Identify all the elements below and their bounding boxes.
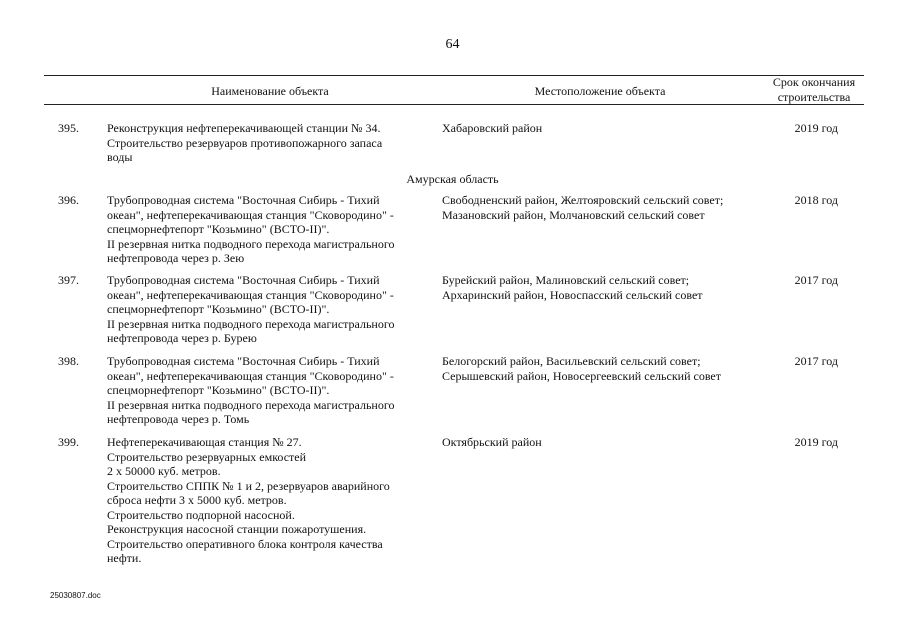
object-name-line: Реконструкция нефтеперекачивающей станции № 34. — [107, 121, 381, 135]
object-name-line: Строительство СППК № 1 и 2, резервуаров аварийного — [107, 478, 390, 493]
row-number: 397. — [58, 273, 79, 287]
object-name-line: нефтепровода через р. Зею — [107, 251, 245, 265]
region-heading: Амурская область — [406, 172, 499, 186]
object-name-line: нефтепровода через р. Бурею — [107, 331, 257, 345]
object-name-line: океан", нефтеперекачивающая станция "Сковородино" - — [107, 368, 394, 383]
row-number: 398. — [58, 354, 79, 368]
object-name-line: Строительство резервуаров противопожарного запаса — [107, 135, 383, 150]
object-name — [107, 193, 432, 266]
object-location-line: Свободненский район, Желтояровский сельский совет; — [442, 193, 724, 207]
object-name-line: спецморнефтепорт "Козьмино" (ВСТО-II)". — [107, 383, 330, 397]
completion-year: 2017 год — [794, 273, 838, 287]
object-location-line: Белогорский район, Васильевский сельский совет; — [442, 354, 701, 368]
object-name-line: океан", нефтеперекачивающая станция "Сковородино" - — [107, 287, 394, 302]
object-name-line: Нефтеперекачивающая станция № 27. — [107, 435, 302, 449]
object-name-line: 2 х 50000 куб. метров. — [107, 464, 221, 478]
object-location-line: Серышевский район, Новосергеевский сельский совет — [442, 368, 721, 383]
object-name-line: нефти. — [107, 551, 142, 565]
object-name — [107, 273, 432, 346]
page-number: 64 — [445, 37, 460, 52]
column-header-location: Местоположение объекта — [534, 84, 666, 98]
object-name-line: Трубопроводная система "Восточная Сибирь - Тихий — [107, 354, 380, 368]
row-number: 396. — [58, 193, 79, 207]
completion-year: 2019 год — [794, 435, 838, 449]
completion-year: 2018 год — [794, 193, 838, 207]
column-header-term-line2: строительства — [777, 89, 851, 104]
object-location-line: Мазановский район, Молчановский сельский совет — [442, 207, 705, 222]
object-name-line: II резервная нитка подводного перехода магистрального — [107, 316, 395, 331]
column-header-term — [764, 75, 864, 104]
object-location — [442, 273, 762, 302]
document-filename: 25030807.doc — [50, 591, 101, 600]
object-location — [442, 121, 762, 136]
object-location-line: Хабаровский район — [442, 121, 543, 135]
object-name-line: Строительство оперативного блока контроля качества — [107, 536, 383, 551]
object-location-line: Бурейский район, Малиновский сельский совет; — [442, 273, 690, 287]
object-name-line: воды — [107, 150, 133, 164]
object-name-line: Строительство резервуарных емкостей — [107, 449, 307, 464]
object-name-line: II резервная нитка подводного перехода магистрального — [107, 236, 395, 251]
object-location-line: Октябрьский район — [442, 435, 542, 449]
object-name — [107, 435, 432, 566]
object-location — [442, 435, 762, 450]
object-name-line: спецморнефтепорт "Козьмино" (ВСТО-II)". — [107, 222, 330, 236]
table-top-rule — [44, 75, 864, 76]
object-name-line: Строительство подпорной насосной. — [107, 507, 295, 522]
object-name-line: Трубопроводная система "Восточная Сибирь - Тихий — [107, 273, 380, 287]
object-name-line: нефтепровода через р. Томь — [107, 412, 250, 426]
object-name-line: Реконструкция насосной станции пожаротушения. — [107, 522, 367, 536]
completion-year: 2019 год — [794, 121, 838, 135]
object-name-line: II резервная нитка подводного перехода магистрального — [107, 397, 395, 412]
object-name — [107, 354, 432, 427]
column-header-term-line1: Срок окончания — [772, 75, 856, 89]
object-name-line: спецморнефтепорт "Козьмино" (ВСТО-II)". — [107, 302, 330, 316]
completion-year: 2017 год — [794, 354, 838, 368]
table-header-rule — [44, 104, 864, 105]
object-location-line: Архаринский район, Новоспасский сельский совет — [442, 287, 703, 302]
row-number: 395. — [58, 121, 79, 135]
object-name-line: Трубопроводная система "Восточная Сибирь - Тихий — [107, 193, 380, 207]
object-name-line: сброса нефти 3 х 5000 куб. метров. — [107, 493, 287, 507]
column-header-name: Наименование объекта — [211, 84, 329, 98]
object-name — [107, 121, 432, 165]
object-name-line: океан", нефтеперекачивающая станция "Сковородино" - — [107, 207, 394, 222]
object-location — [442, 193, 762, 222]
row-number: 399. — [58, 435, 79, 449]
object-location — [442, 354, 762, 383]
